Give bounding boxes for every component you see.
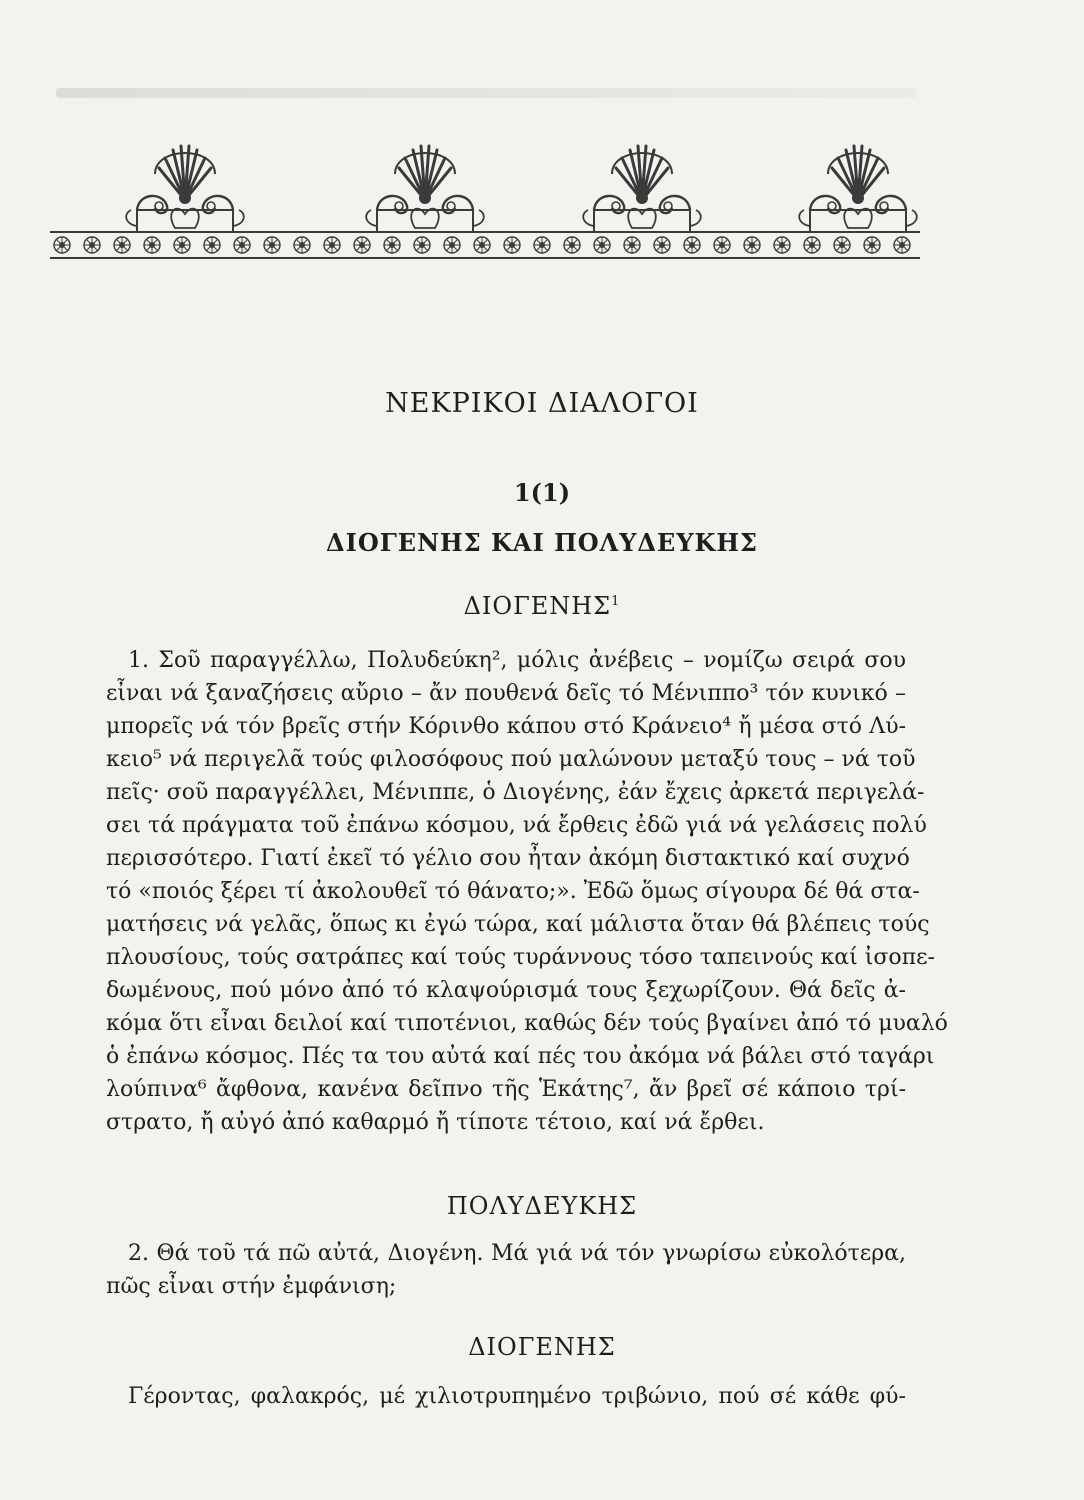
speaker-name: ΔΙΟΓΕΝΗΣ xyxy=(463,592,612,620)
text-line: λούπινα⁶ ἄφθονα, κανένα δεῖπνο τῆς Ἑκάτης⁷, ἄν βρεῖ σέ κάποιο τρί- xyxy=(106,1077,906,1102)
text-line: τό «ποιός ξέρει τί ἀκολουθεῖ τό θάνατο;». Ἐδῶ ὅμως σίγουρα δέ θά στα- xyxy=(106,879,920,904)
text-line: πλουσίους, τούς σατράπες καί τούς τυράννους τόσο ταπεινούς καί ἰσοπε- xyxy=(106,945,935,970)
dialogue-number: 1(1) xyxy=(513,478,571,507)
paragraph xyxy=(106,644,948,1139)
text-line: εἶναι νά ξαναζήσεις αὔριο – ἄν πουθενά δεῖς τό Μένιππο³ τόν κυνικό – xyxy=(106,681,906,706)
speaker-heading xyxy=(0,1192,1084,1220)
text-line: κόμα ὅτι εἶναι δειλοί καί τιποτένιοι, καθώς δέν τούς βγαίνει ἀπό τό μυαλό xyxy=(106,1011,948,1036)
dialogue-title: ΔΙΟΓΕΝΗΣ ΚΑΙ ΠΟΛΥΔΕΥΚΗΣ xyxy=(326,528,758,557)
text-line: ματήσεις νά γελᾶς, ὅπως κι ἐγώ τώρα, καί μάλιστα ὅταν θά βλέπεις τούς xyxy=(106,912,930,937)
text-line: σει τά πράγματα τοῦ ἐπάνω κόσμου, νά ἔρθεις ἐδῶ γιά νά γελάσεις πολύ xyxy=(106,813,927,838)
text-line: ὁ ἐπάνω κόσμος. Πές τα του αὐτά καί πές του ἀκόμα νά βάλει στό ταγάρι xyxy=(106,1044,935,1069)
paragraph xyxy=(106,1237,906,1303)
speaker-name: ΠΟΛΥΔΕΥΚΗΣ xyxy=(446,1192,638,1220)
speaker-heading xyxy=(0,1333,1084,1361)
text-line: κειο⁵ νά περιγελᾶ τούς φιλοσόφους πού μαλώνουν μεταξύ τους – νά τοῦ xyxy=(106,747,916,772)
text-line: μπορεῖς νά τόν βρεῖς στήν Κόρινθο κάπου στό Κράνειο⁴ ἤ μέσα στό Λύ- xyxy=(106,714,906,739)
greek-frieze-ornament xyxy=(50,140,920,270)
footnote-marker: 1 xyxy=(611,594,621,609)
bleed-through-header xyxy=(56,88,916,98)
text-line: 2. Θά τοῦ τά πῶ αὐτά, Διογένη. Μά γιά νά τόν γνωρίσω εὐκολότερα, xyxy=(128,1241,906,1266)
text-line: δωμένους, πού μόνο ἀπό τό κλαψούρισμά τους ξεχωρίζουν. Θά δεῖς ἀ- xyxy=(106,978,906,1003)
work-title: ΝΕΚΡΙΚΟΙ ΔΙΑΛΟΓΟΙ xyxy=(385,388,699,419)
text-line: περισσότερο. Γιατί ἐκεῖ τό γέλιο σου ἦταν ἀκόμη διστακτικό καί συχνό xyxy=(106,846,910,871)
text-line: πῶς εἶναι στήν ἐμφάνιση; xyxy=(106,1274,397,1299)
text-line: 1. Σοῦ παραγγέλλω, Πολυδεύκη², μόλις ἀνέβεις – νομίζω σειρά σου xyxy=(128,648,906,673)
speaker-name: ΔΙΟΓΕΝΗΣ xyxy=(468,1333,616,1361)
paragraph xyxy=(106,1380,906,1413)
speaker-heading xyxy=(0,592,1084,620)
text-line: πεῖς· σοῦ παραγγέλλει, Μένιππε, ὁ Διογένης, ἐάν ἔχεις ἀρκετά περιγελά- xyxy=(106,780,925,805)
text-line: στρατο, ἤ αὐγό ἀπό καθαρμό ἤ τίποτε τέτοιο, καί νά ἔρθει. xyxy=(106,1110,765,1135)
text-line: Γέροντας, φαλακρός, μέ χιλιοτρυπημένο τριβώνιο, πού σέ κάθε φύ- xyxy=(128,1384,906,1409)
